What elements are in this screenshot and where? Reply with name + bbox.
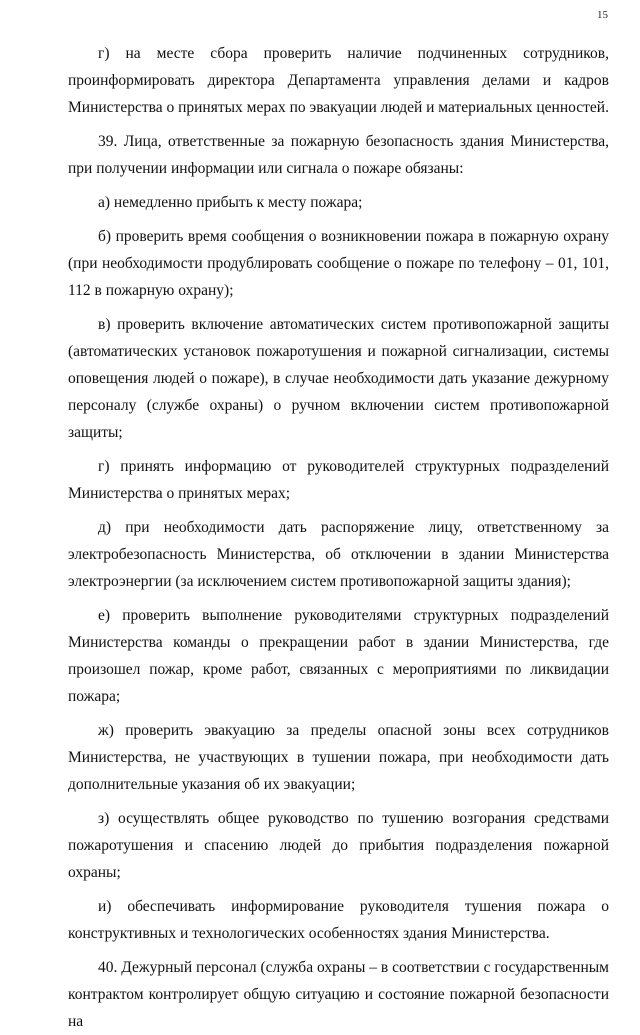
page-number: 15 <box>597 9 608 21</box>
paragraph-e-stop-work: е) проверить выполнение руководителями структурных подразделений Министерства команды о прекращении работ в здании Министерства, где произошел пожар, кроме работ, связанных с мероприятиями по ликвидации пожара; <box>68 607 609 705</box>
document-body <box>68 40 609 1035</box>
paragraph-zh-evacuation: ж) проверить эвакуацию за пределы опасной зоны всех сотрудников Министерства, не участвующих в тушении пожара, при необходимости дать дополнительные указания об их эвакуации; <box>68 722 609 793</box>
paragraph-b-check-report: б) проверить время сообщения о возникновении пожара в пожарную охрану (при необходимости продублировать сообщение о пожаре по телефону – 01, 101, 112 в пожарную охрану); <box>68 228 609 299</box>
paragraph-g-receive-info: г) принять информацию от руководителей структурных подразделений Министерства о принятых мерах; <box>68 458 609 502</box>
paragraph-39-heading: 39. Лица, ответственные за пожарную безопасность здания Министерства, при получении информации или сигнала о пожаре обязаны: <box>68 133 609 177</box>
paragraph-v-check-systems: в) проверить включение автоматических систем противопожарной защиты (автоматических установок пожаротушения и пожарной сигнализации, системы оповещения людей о пожаре), в случае необходимости дать указание дежурному персоналу (службе охраны) о ручном включении систем противопожарной защиты; <box>68 316 609 441</box>
paragraph-i-inform: и) обеспечивать информирование руководителя тушения пожара о конструктивных и технологических особенностях здания Министерства. <box>68 898 609 942</box>
paragraph-g-assembly-check: г) на месте сбора проверить наличие подчиненных сотрудников, проинформировать директора Департамента управления делами и кадров Министерства о принятых мерах по эвакуации людей и материальных ценностей. <box>68 45 609 116</box>
paragraph-z-leadership: з) осуществлять общее руководство по тушению возгорания средствами пожаротушения и спасению людей до прибытия подразделения пожарной охраны; <box>68 810 609 881</box>
paragraph-d-power-off: д) при необходимости дать распоряжение лицу, ответственному за электробезопасность Министерства, об отключении в здании Министерства электроэнергии (за исключением систем противопожарной защиты здания); <box>68 519 609 590</box>
paragraph-40-duty-staff: 40. Дежурный персонал (служба охраны – в соответствии с государственным контрактом контролирует общую ситуацию и состояние пожарной безопасности на <box>68 959 609 1030</box>
paragraph-a-arrive: а) немедленно прибыть к месту пожара; <box>98 194 363 211</box>
